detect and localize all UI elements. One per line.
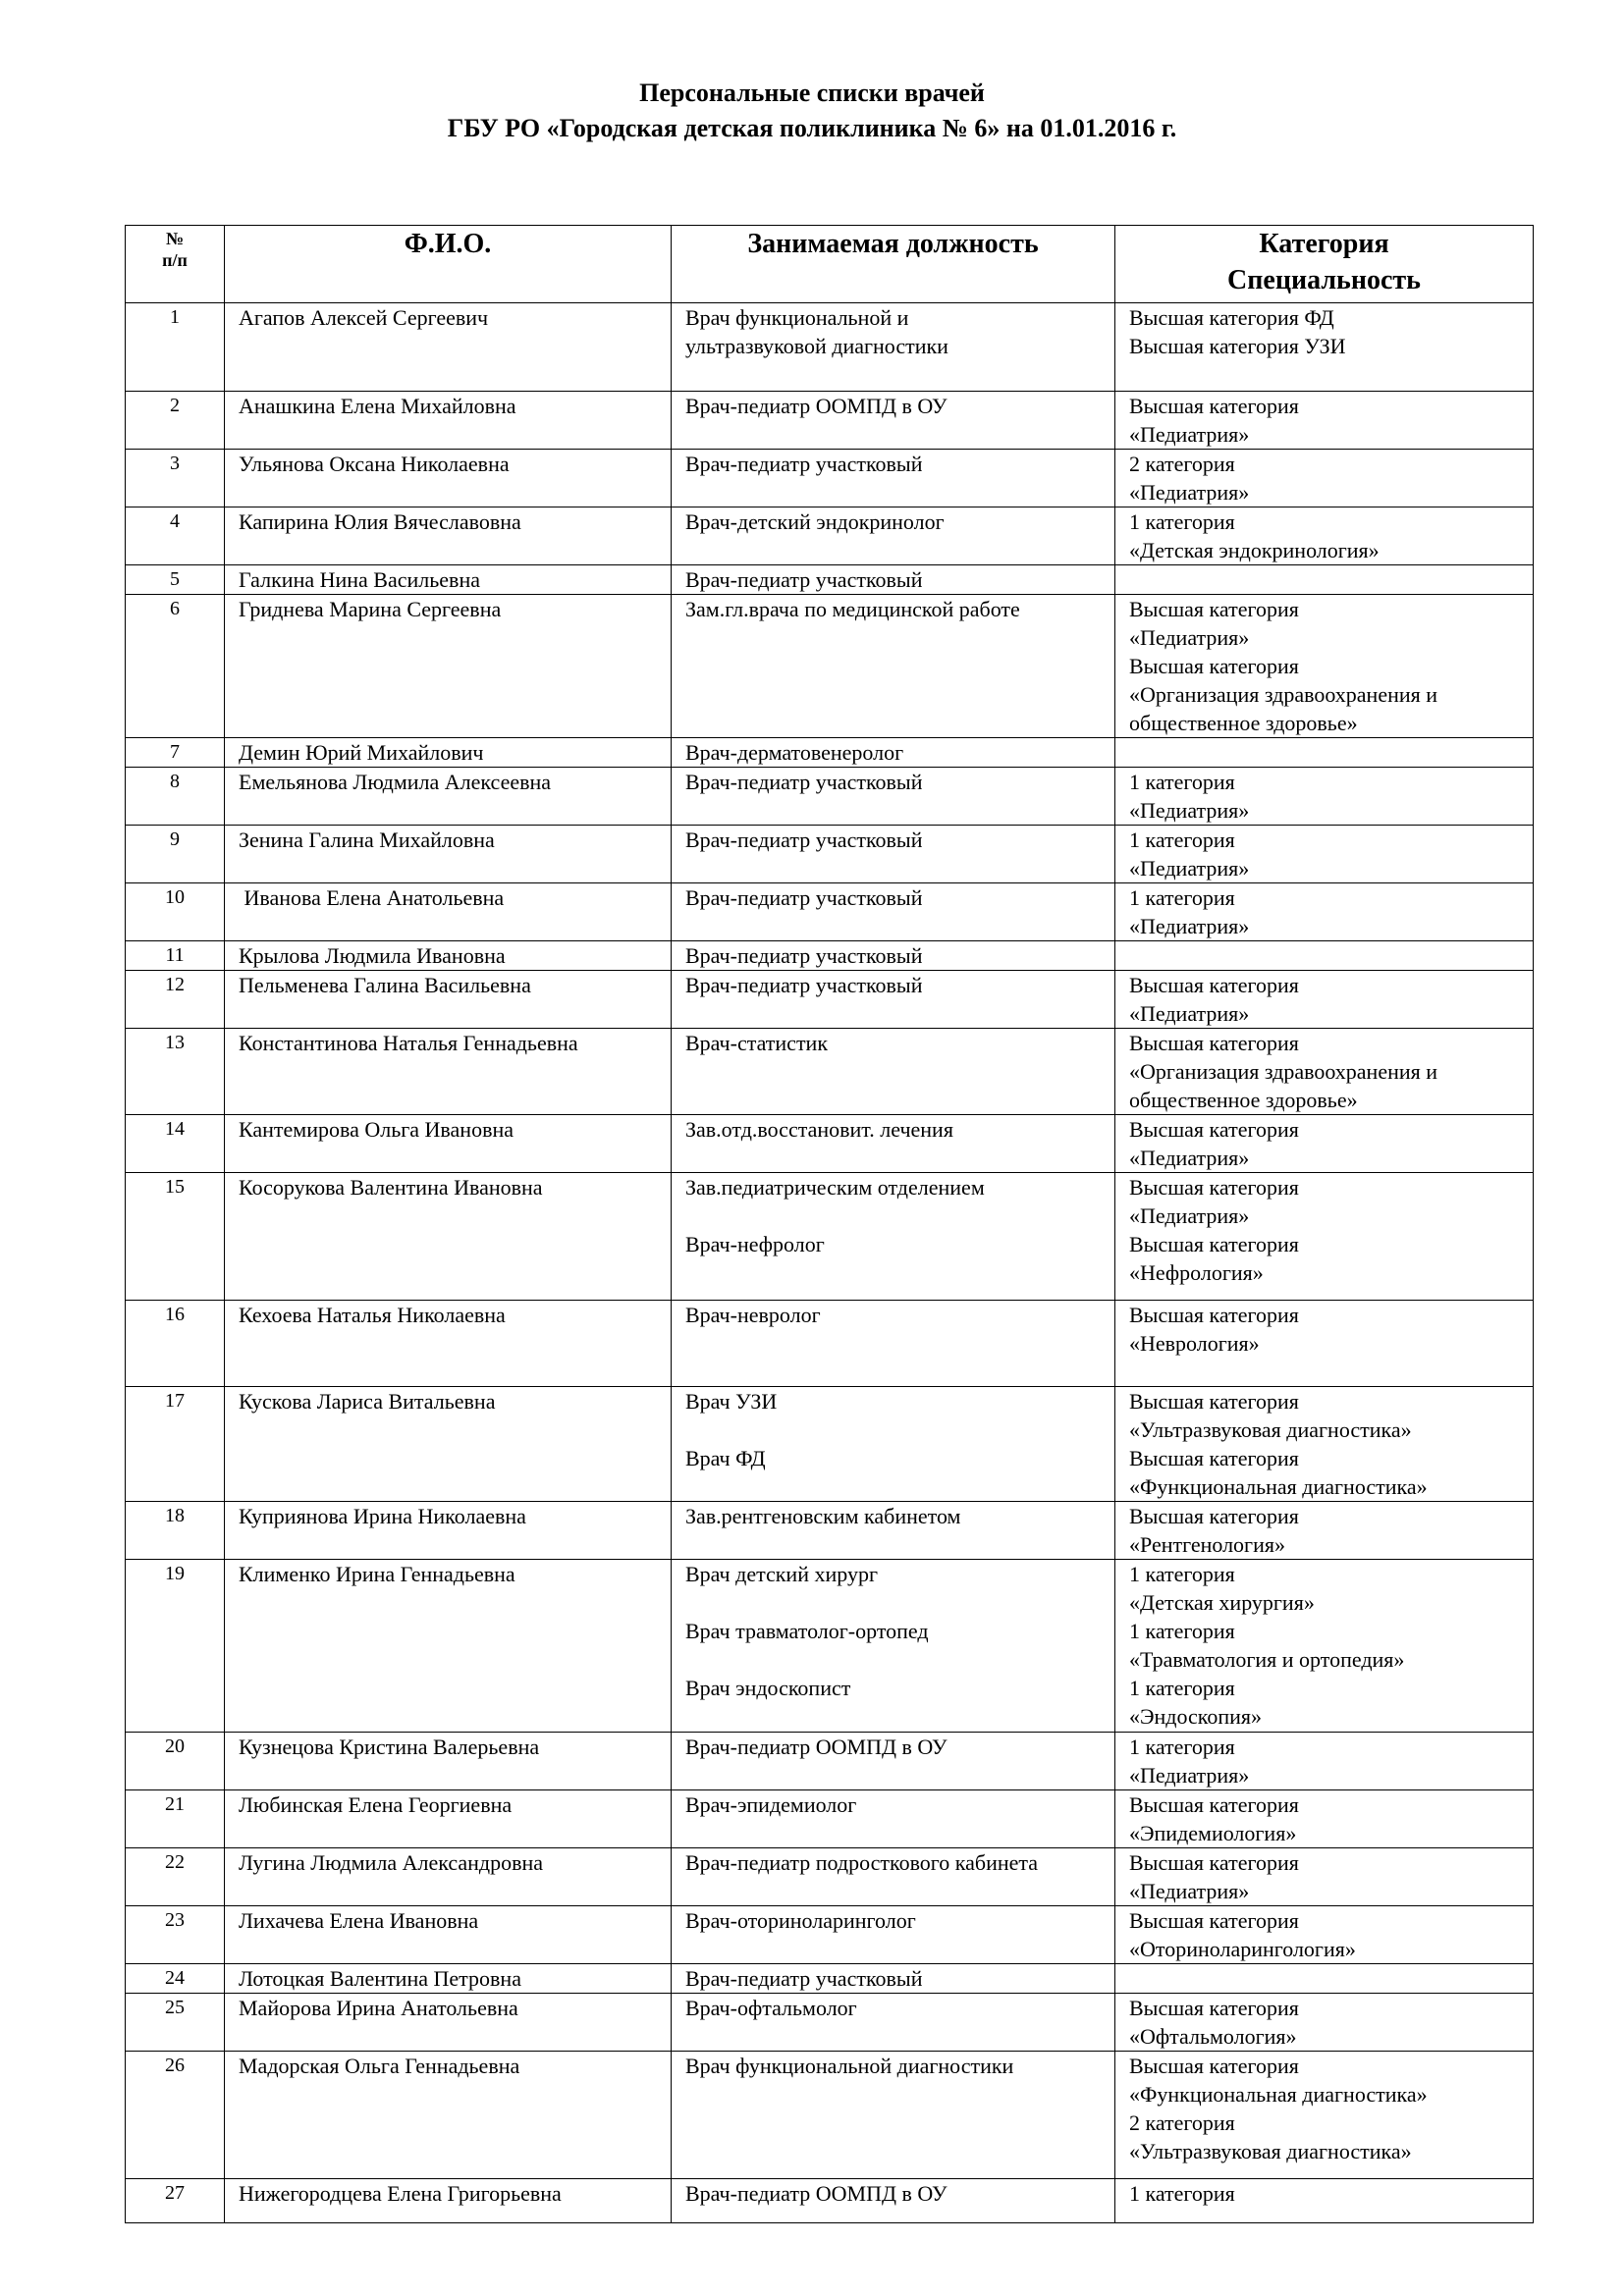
position-text: Врач-офтальмолог (685, 1996, 857, 2020)
doctor-name: Любинская Елена Георгиевна (225, 1790, 672, 1848)
category-text: Высшая категория «Функциональная диагностика» 2 категория «Ультразвуковая диагностика» (1129, 2054, 1428, 2163)
position-gap (685, 1201, 1114, 1230)
position-text: Врач-оториноларинголог (685, 1908, 916, 1933)
page-title: Персональные списки врачей (639, 79, 985, 107)
category-text: 1 категория «Педиатрия» (1129, 770, 1250, 823)
position-text: Зав.отд.восстановит. лечения (685, 1117, 953, 1142)
category-cell (1115, 2052, 1534, 2179)
doctor-name: Агапов Алексей Сергеевич (225, 303, 672, 392)
category-text: Высшая категория «Педиатрия» Высшая категория «Нефрология» (1129, 1175, 1299, 1285)
category-cell (1115, 595, 1534, 738)
table-row (126, 1790, 1534, 1848)
table-row (126, 1994, 1534, 2052)
doctor-name: Емельянова Людмила Алексеевна (225, 768, 672, 826)
position-cell (672, 826, 1115, 883)
doctor-name: Кузнецова Кристина Валерьевна (225, 1733, 672, 1790)
position-cell (672, 1029, 1115, 1115)
row-number: 27 (126, 2179, 225, 2223)
row-number: 14 (126, 1115, 225, 1173)
table-row (126, 1173, 1534, 1301)
category-cell (1115, 941, 1534, 971)
category-cell (1115, 1173, 1534, 1301)
position-text: Врач-педиатр участковый (685, 770, 923, 794)
position-text: Врач-педиатр ООМПД в ОУ (685, 2181, 947, 2206)
position-cell (672, 738, 1115, 768)
doctor-name: Крылова Людмила Ивановна (225, 941, 672, 971)
table-row (126, 768, 1534, 826)
row-number: 3 (126, 450, 225, 507)
row-number: 18 (126, 1502, 225, 1560)
header-category-line2: Специальность (1227, 265, 1421, 295)
position-cell (672, 595, 1115, 738)
position-text: Зам.гл.врача по медицинской работе (685, 597, 1020, 621)
position-text: Врач-педиатр участковый (685, 452, 923, 476)
position-cell (672, 507, 1115, 565)
position-text: Врач-эпидемиолог (685, 1792, 857, 1817)
category-cell (1115, 1387, 1534, 1502)
row-number: 12 (126, 971, 225, 1029)
category-text: Высшая категория «Педиатрия» (1129, 394, 1299, 447)
table-row (126, 507, 1534, 565)
position-text: Врач функциональной диагностики (685, 2054, 1014, 2078)
category-cell (1115, 768, 1534, 826)
category-cell (1115, 971, 1534, 1029)
doctor-name: Ульянова Оксана Николаевна (225, 450, 672, 507)
position-text: Врач-педиатр подросткового кабинета (685, 1850, 1039, 1875)
table-row (126, 1964, 1534, 1994)
position-cell (672, 971, 1115, 1029)
position-cell (672, 1173, 1115, 1301)
position-cell (672, 2052, 1115, 2179)
table-header-row (126, 226, 1534, 303)
row-number: 1 (126, 303, 225, 392)
header-number (126, 226, 225, 303)
position-text: Врач-педиатр ООМПД в ОУ (685, 1735, 947, 1759)
doctor-name: Галкина Нина Васильевна (225, 565, 672, 595)
header-fio: Ф.И.О. (225, 226, 672, 303)
category-text: Высшая категория «Педиатрия» (1129, 1117, 1299, 1170)
category-cell (1115, 392, 1534, 450)
position-text: Зав.рентгеновским кабинетом (685, 1504, 961, 1528)
table-row (126, 303, 1534, 392)
doctor-name: Мадорская Ольга Геннадьевна (225, 2052, 672, 2179)
table-row (126, 1733, 1534, 1790)
row-number: 25 (126, 1994, 225, 2052)
category-text: 2 категория «Педиатрия» (1129, 452, 1250, 505)
row-number: 24 (126, 1964, 225, 1994)
category-cell (1115, 883, 1534, 941)
category-cell (1115, 1115, 1534, 1173)
doctor-name: Куприянова Ирина Николаевна (225, 1502, 672, 1560)
row-number: 19 (126, 1560, 225, 1733)
position-text: Врач-педиатр ООМПД в ОУ (685, 394, 947, 418)
category-cell (1115, 1029, 1534, 1115)
row-number: 21 (126, 1790, 225, 1848)
position-cell (672, 565, 1115, 595)
row-number: 26 (126, 2052, 225, 2179)
table-row (126, 392, 1534, 450)
row-number: 22 (126, 1848, 225, 1906)
category-text: 1 категория «Детская эндокринология» (1129, 509, 1380, 562)
row-number: 9 (126, 826, 225, 883)
row-number: 8 (126, 768, 225, 826)
position-text: Врач-нефролог (685, 1232, 825, 1256)
doctor-name: Зенина Галина Михайловна (225, 826, 672, 883)
position-cell (672, 392, 1115, 450)
doctor-name: Пельменева Галина Васильевна (225, 971, 672, 1029)
table-row (126, 971, 1534, 1029)
doctor-name: Гриднева Марина Сергеевна (225, 595, 672, 738)
position-cell (672, 1964, 1115, 1994)
position-text: Врач УЗИ (685, 1389, 778, 1414)
position-cell (672, 1301, 1115, 1387)
row-number: 2 (126, 392, 225, 450)
table-row (126, 1906, 1534, 1964)
doctor-name: Константинова Наталья Геннадьевна (225, 1029, 672, 1115)
position-cell (672, 450, 1115, 507)
table-row (126, 565, 1534, 595)
page-subtitle: ГБУ РО «Городская детская поликлиника № 6» на 01.01.2016 г. (447, 114, 1177, 142)
position-text: Зав.педиатрическим отделением (685, 1175, 985, 1200)
category-cell (1115, 1906, 1534, 1964)
category-text: Высшая категория «Педиатрия» (1129, 973, 1299, 1026)
position-gap (685, 1415, 1114, 1444)
table-row (126, 2052, 1534, 2179)
position-cell (672, 1387, 1115, 1502)
category-cell (1115, 303, 1534, 392)
position-text: Врач функциональной и ультразвуковой диагностики (685, 305, 948, 358)
row-number: 10 (126, 883, 225, 941)
doctor-name: Капирина Юлия Вячеславовна (225, 507, 672, 565)
position-cell (672, 1733, 1115, 1790)
category-cell (1115, 1502, 1534, 1560)
category-text: Высшая категория «Офтальмология» (1129, 1996, 1299, 2049)
row-number: 20 (126, 1733, 225, 1790)
position-cell (672, 1994, 1115, 2052)
category-cell (1115, 2179, 1534, 2223)
position-text: Врач-педиатр участковый (685, 1966, 923, 1991)
table-row (126, 1029, 1534, 1115)
table-row (126, 1560, 1534, 1733)
position-text: Врач детский хирург (685, 1562, 878, 1586)
category-text: Высшая категория «Педиатрия» Высшая категория «Организация здравоохранения и общественное здоровье» (1129, 597, 1438, 735)
table-row (126, 595, 1534, 738)
table-row (126, 1848, 1534, 1906)
doctors-table (125, 225, 1534, 2223)
position-gap (685, 1645, 1114, 1674)
doctor-name: Лотоцкая Валентина Петровна (225, 1964, 672, 1994)
category-cell (1115, 507, 1534, 565)
category-text: Высшая категория «Ультразвуковая диагностика» Высшая категория «Функциональная диагностика» (1129, 1389, 1428, 1499)
row-number: 23 (126, 1906, 225, 1964)
category-text: Высшая категория «Рентгенология» (1129, 1504, 1299, 1557)
category-cell (1115, 1790, 1534, 1848)
header-position: Занимаемая должность (672, 226, 1115, 303)
position-text: Врач-педиатр участковый (685, 828, 923, 852)
header-number-line2: п/п (162, 250, 188, 270)
doctor-name: Косорукова Валентина Ивановна (225, 1173, 672, 1301)
doctor-name: Иванова Елена Анатольевна (225, 883, 672, 941)
row-number: 13 (126, 1029, 225, 1115)
table-row (126, 450, 1534, 507)
row-number: 4 (126, 507, 225, 565)
category-text: Высшая категория «Организация здравоохранения и общественное здоровье» (1129, 1031, 1438, 1112)
category-text: 1 категория «Педиатрия» (1129, 1735, 1250, 1788)
category-cell (1115, 1301, 1534, 1387)
doctor-name: Кантемирова Ольга Ивановна (225, 1115, 672, 1173)
doctor-name: Лугина Людмила Александровна (225, 1848, 672, 1906)
category-text: Высшая категория ФД Высшая категория УЗИ (1129, 305, 1346, 358)
position-cell (672, 883, 1115, 941)
position-cell (672, 941, 1115, 971)
position-cell (672, 1115, 1115, 1173)
category-text: Высшая категория «Оториноларингология» (1129, 1908, 1356, 1961)
doctor-name: Клименко Ирина Геннадьевна (225, 1560, 672, 1733)
table-row (126, 883, 1534, 941)
position-text: Врач-педиатр участковый (685, 885, 923, 910)
category-cell (1115, 1848, 1534, 1906)
table-row (126, 941, 1534, 971)
category-cell (1115, 450, 1534, 507)
category-text: Высшая категория «Педиатрия» (1129, 1850, 1299, 1903)
position-text: Врач ФД (685, 1446, 766, 1470)
position-cell (672, 1848, 1115, 1906)
position-cell (672, 2179, 1115, 2223)
category-cell (1115, 565, 1534, 595)
header-category (1115, 226, 1534, 303)
row-number: 15 (126, 1173, 225, 1301)
category-cell (1115, 1994, 1534, 2052)
category-text: 1 категория «Педиатрия» (1129, 828, 1250, 881)
position-cell (672, 1790, 1115, 1848)
row-number: 17 (126, 1387, 225, 1502)
header-number-line1: № (165, 229, 185, 248)
category-cell (1115, 1733, 1534, 1790)
position-cell (672, 1502, 1115, 1560)
row-number: 6 (126, 595, 225, 738)
table-row (126, 826, 1534, 883)
position-text: Врач-педиатр участковый (685, 943, 923, 968)
position-text: Врач-дерматовенеролог (685, 740, 904, 765)
doctor-name: Кускова Лариса Витальевна (225, 1387, 672, 1502)
position-cell (672, 768, 1115, 826)
position-text: Врач-педиатр участковый (685, 567, 923, 592)
position-cell (672, 303, 1115, 392)
position-text: Врач-детский эндокринолог (685, 509, 945, 534)
header-category-line1: Категория (1259, 229, 1389, 259)
category-text: 1 категория «Детская хирургия» 1 категория «Травматология и ортопедия» 1 категория «Эндоскопия» (1129, 1562, 1405, 1729)
category-cell (1115, 1964, 1534, 1994)
category-text: Высшая категория «Эпидемиология» (1129, 1792, 1299, 1845)
row-number: 11 (126, 941, 225, 971)
category-text: 1 категория «Педиатрия» (1129, 885, 1250, 938)
table-row (126, 1115, 1534, 1173)
table-row (126, 738, 1534, 768)
doctor-name: Майорова Ирина Анатольевна (225, 1994, 672, 2052)
table-row (126, 1301, 1534, 1387)
doctor-name: Лихачева Елена Ивановна (225, 1906, 672, 1964)
doctor-name: Кехоева Наталья Николаевна (225, 1301, 672, 1387)
row-number: 16 (126, 1301, 225, 1387)
position-text: Врач-педиатр участковый (685, 973, 923, 997)
category-text: Высшая категория «Неврология» (1129, 1303, 1299, 1356)
position-text: Врач-невролог (685, 1303, 821, 1327)
doctor-name: Анашкина Елена Михайловна (225, 392, 672, 450)
category-text: 1 категория (1129, 2181, 1235, 2206)
position-cell (672, 1906, 1115, 1964)
position-cell (672, 1560, 1115, 1733)
category-cell (1115, 1560, 1534, 1733)
doctor-name: Демин Юрий Михайлович (225, 738, 672, 768)
position-text: Врач травматолог-ортопед (685, 1619, 929, 1643)
row-number: 5 (126, 565, 225, 595)
table-row (126, 1387, 1534, 1502)
category-cell (1115, 826, 1534, 883)
category-cell (1115, 738, 1534, 768)
position-text: Врач эндоскопист (685, 1676, 851, 1700)
row-number: 7 (126, 738, 225, 768)
table-row (126, 1502, 1534, 1560)
position-text: Врач-статистик (685, 1031, 829, 1055)
position-gap (685, 1588, 1114, 1617)
table-row (126, 2179, 1534, 2223)
doctor-name: Нижегородцева Елена Григорьевна (225, 2179, 672, 2223)
